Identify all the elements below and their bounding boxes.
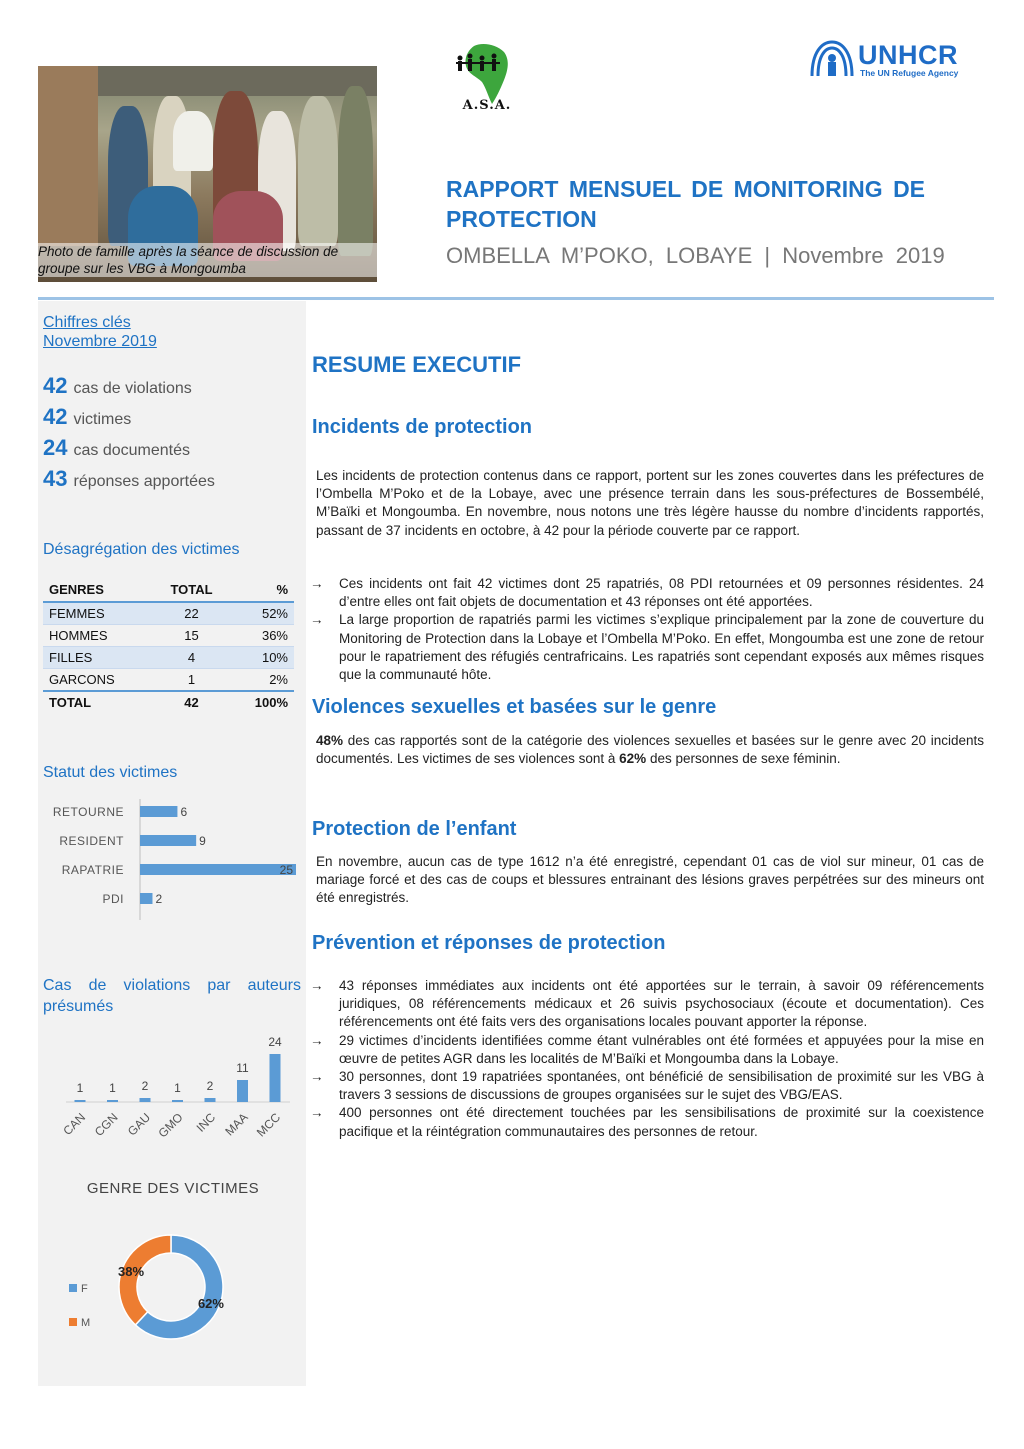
list-item: → 29 victimes d’incidents identifiées comme étant vulnérables ont été formées et appuyées pour la mise en œuvre de petites AGR dans les localités de M’Baïki et Mongoumba dans la Lobaye. xyxy=(310,1032,984,1066)
data-label: 1 xyxy=(174,1081,181,1095)
report-subtitle: OMBELLA M’POKO, LOBAYE | Novembre 2019 xyxy=(446,243,945,268)
key-figures-title-line1: Chiffres clés xyxy=(43,314,131,331)
data-label: 38% xyxy=(118,1264,145,1280)
key-figure: 24 cas documentés xyxy=(43,435,190,460)
category-label: RETOURNE xyxy=(52,805,124,819)
bar xyxy=(237,1080,248,1102)
header-divider xyxy=(38,297,994,300)
bar xyxy=(270,1054,281,1102)
key-figures-title-line2: Novembre 2019 xyxy=(43,333,157,350)
data-label: 9 xyxy=(199,834,206,848)
disaggregation-title: Désagrégation des victimes xyxy=(43,541,240,558)
status-chart-title: Statut des victimes xyxy=(43,764,178,781)
prevention-title: Prévention et réponses de protection xyxy=(312,932,666,954)
table-cell: GARCONS xyxy=(43,669,153,692)
column-header: TOTAL xyxy=(153,578,230,602)
category-label: RESIDENT xyxy=(59,834,124,848)
legend-label: M xyxy=(81,1317,91,1329)
list-item: → La large proportion de rapatriés parmi les victimes s’explique principalement par la zone de couverture du Monitoring de Protection dans la Lobaye et l’Ombella M’Poko. En effet, Mongoumba est une zone de retour pour le rapatriement des réfugiés centrafricains. Les rapatriés sont cependant exposés aux mêmes risques que la communauté hôte. xyxy=(310,612,984,683)
child-protection-title: Protection de l’enfant xyxy=(312,818,517,840)
column-header: GENRES xyxy=(43,578,153,602)
child-protection-text: En novembre, aucun cas de type 1612 n’a été enregistré, cependant 01 cas de viol sur mineur, 01 cas de mariage forcé et des cas de coups et blessures entrainant des lésions graves perpétrées sur des mineurs ont été enregistrés. xyxy=(316,854,984,906)
category-label: INC xyxy=(193,1110,219,1135)
asa-logo-text: A.S.A. xyxy=(462,98,512,113)
list-item: → 400 personnes ont été directement touchées par les sensibilisations de proximité sur la coexistence pacifique et la réintégration communautaires des personnes de retour. xyxy=(310,1105,984,1139)
incidents-bullets xyxy=(310,575,984,684)
key-figures-title xyxy=(43,313,157,351)
section-title: RESUME EXECUTIF xyxy=(312,352,522,377)
incidents-title: Incidents de protection xyxy=(312,416,533,438)
unhcr-logo-text: UNHCR xyxy=(858,40,958,70)
bar xyxy=(140,893,152,904)
category-label: CGN xyxy=(91,1110,121,1139)
bar xyxy=(172,1100,183,1102)
arrow-icon: → xyxy=(310,1032,324,1048)
table-cell: FEMMES xyxy=(43,602,153,625)
arrow-icon: → xyxy=(310,612,324,628)
list-item: → Ces incidents ont fait 42 victimes dont 25 rapatriés, 08 PDI retournées et 09 personnes résidentes. 24 d’entre elles ont fait objets de documentation et 43 réponses ont été apportées. xyxy=(310,576,984,610)
list-item: → 43 réponses immédiates aux incidents ont été apportées sur le terrain, à savoir 09 référencements juridiques, 08 référencements médicaux et 26 suivis psychosociaux (écoute et documentation). Ces référencements ont été faits vers des organisations locales pouvant apporter la réponse. xyxy=(310,978,984,1030)
data-label: 24 xyxy=(268,1035,282,1049)
table-cell: 22 xyxy=(153,602,230,625)
status-bar-chart xyxy=(38,795,304,920)
legend-label: F xyxy=(81,1283,88,1295)
category-label: MAA xyxy=(222,1110,251,1139)
bar xyxy=(140,1098,151,1102)
table-row xyxy=(43,602,294,625)
table-cell: 4 xyxy=(153,647,230,669)
data-label: 11 xyxy=(236,1061,249,1075)
data-label: 2 xyxy=(155,892,163,906)
table-cell: 15 xyxy=(153,625,230,647)
unhcr-tagline: The UN Refugee Agency xyxy=(860,68,959,78)
bar xyxy=(205,1098,216,1102)
list-item: → 30 personnes, dont 19 rapatriées spontanées, ont bénéficié de sensibilisation de proximité sur les VBG à travers 3 sessions de discussions de groupes organisées sur le sujet des VBG/EAS. xyxy=(310,1069,984,1103)
table-cell: 100% xyxy=(230,691,294,713)
table-header-row xyxy=(43,578,294,602)
vbg-text: 48% des cas rapportés sont de la catégorie des violences sexuelles et basées sur le genre avec 20 incidents documentés. Les victimes de ses violences sont à 62% des personnes de sexe féminin. xyxy=(316,733,984,767)
table-total-row xyxy=(43,691,294,713)
data-label: 2 xyxy=(141,1079,149,1093)
pie-slice xyxy=(119,1235,171,1325)
table-cell: 1 xyxy=(153,669,230,692)
category-label: MCC xyxy=(253,1110,284,1140)
bar xyxy=(140,864,296,875)
category-label: RAPATRIE xyxy=(61,863,124,877)
category-label: GAU xyxy=(124,1110,154,1139)
arrow-icon: → xyxy=(310,978,324,993)
table-cell: FILLES xyxy=(43,647,153,669)
legend-swatch xyxy=(69,1318,77,1326)
data-label: 62% xyxy=(197,1295,224,1311)
gender-donut-chart xyxy=(38,1215,304,1365)
arrow-icon: → xyxy=(310,576,324,591)
data-label: 25 xyxy=(279,863,293,877)
gender-chart-title: GENRE DES VICTIMES xyxy=(86,1180,260,1197)
table-cell: 52% xyxy=(230,602,294,625)
key-figure: 42 cas de violations xyxy=(43,373,192,398)
photo-caption: Photo de famille après la séance de discussion de groupe sur les VBG à Mongoumba xyxy=(38,243,383,277)
table-cell: HOMMES xyxy=(43,625,153,647)
table-row xyxy=(43,625,294,647)
data-label: 1 xyxy=(109,1081,116,1095)
column-header: % xyxy=(230,578,294,602)
table-cell: 36% xyxy=(230,625,294,647)
table-row xyxy=(43,669,294,692)
vbg-title: Violences sexuelles et basées sur le genre xyxy=(312,696,717,718)
legend-swatch xyxy=(69,1284,77,1292)
unhcr-emblem-icon xyxy=(808,38,856,78)
authors-chart-title: Cas de violations par auteurs présumés xyxy=(43,977,301,1015)
category-label: GMO xyxy=(155,1110,186,1141)
gender-table xyxy=(43,578,294,713)
arrow-icon: → xyxy=(310,1105,324,1121)
bar xyxy=(107,1100,118,1102)
table-row xyxy=(43,647,294,669)
table-cell: TOTAL xyxy=(43,691,153,713)
table-cell: 10% xyxy=(230,647,294,669)
data-label: 2 xyxy=(206,1079,214,1093)
table-cell: 42 xyxy=(153,691,230,713)
key-figure: 43 réponses apportées xyxy=(43,466,215,491)
prevention-bullets xyxy=(310,977,984,1141)
report-title: RAPPORT MENSUEL DE MONITORING DE PROTECTION xyxy=(446,176,926,232)
authors-bar-chart xyxy=(38,1022,304,1152)
table-cell: 2% xyxy=(230,669,294,692)
category-label: CAN xyxy=(60,1110,89,1139)
bar xyxy=(75,1100,86,1102)
data-label: 6 xyxy=(180,805,188,819)
bar xyxy=(140,835,196,846)
bar xyxy=(140,806,177,817)
data-label: 1 xyxy=(76,1081,84,1095)
arrow-icon: → xyxy=(310,1069,324,1085)
category-label: PDI xyxy=(102,892,124,906)
key-figure: 42 victimes xyxy=(43,404,132,429)
incidents-intro: Les incidents de protection contenus dans ce rapport, portent sur les zones couvertes dans les préfectures de l’Ombella M’Poko et de la Lobaye, avec une présence terrain dans les sous-préfectures de Bossembélé, M’Baïki et Mongoumba. En novembre, nous notons une très légère hausse du nombre d’incidents rapportés, passant de 37 incidents en octobre, à 42 pour la période couverte par ce rapport. xyxy=(316,468,984,538)
